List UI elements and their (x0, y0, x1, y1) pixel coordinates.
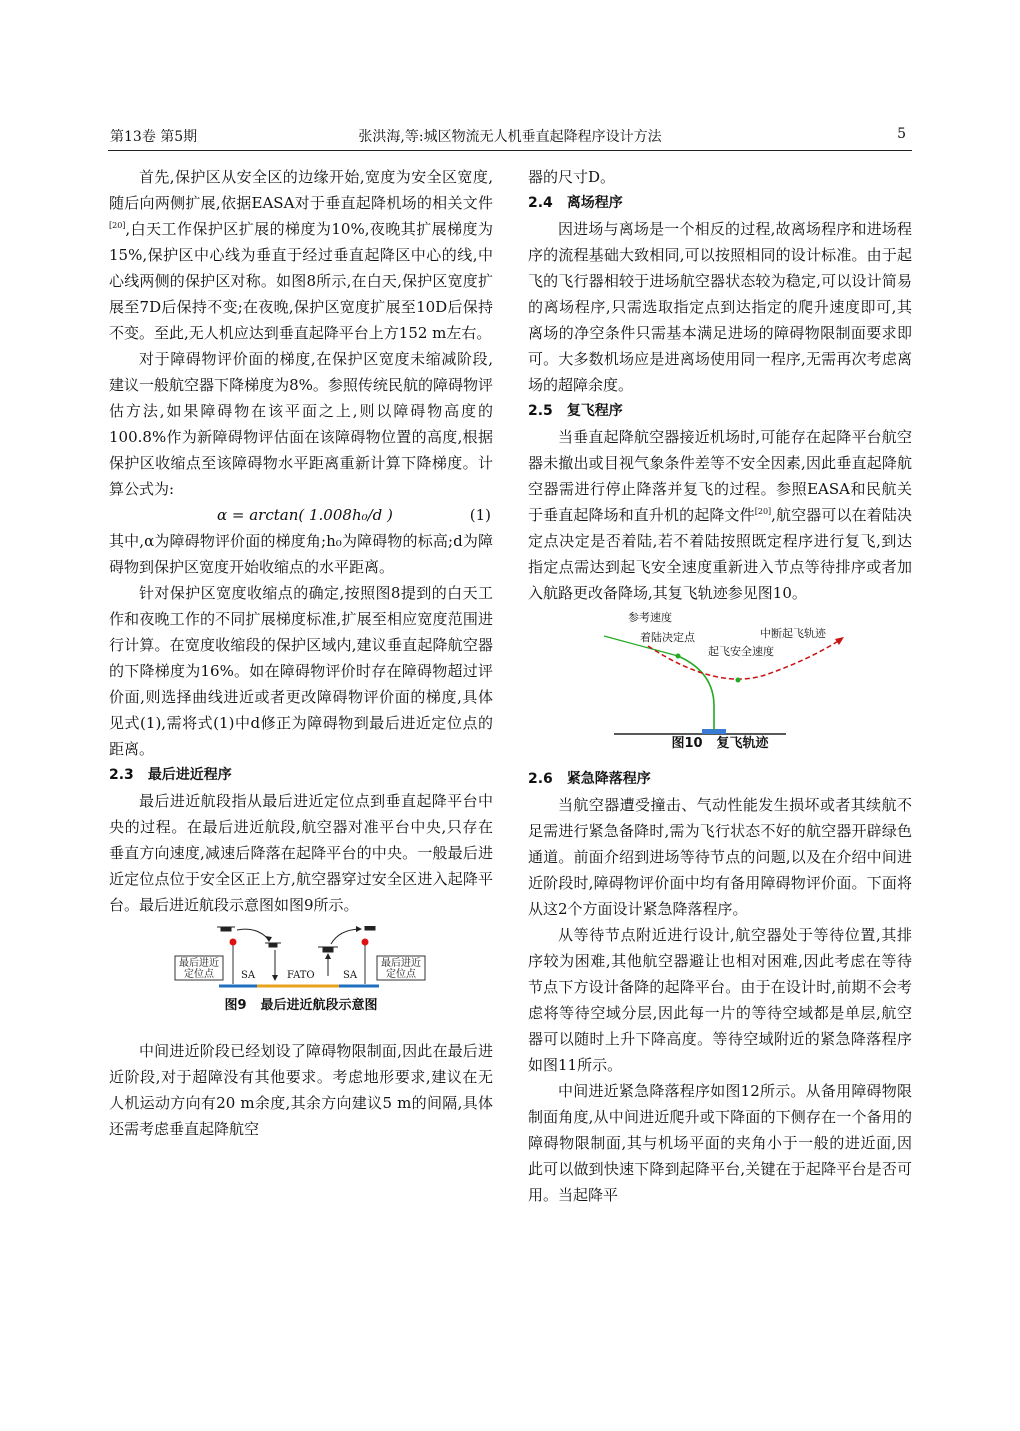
paragraph: 器的尺寸D。 (528, 168, 616, 186)
right-column (528, 164, 912, 1208)
fix-marker-left (230, 939, 237, 946)
paragraph: 从等待节点附近进行设计,航空器处于等待位置,其排序较为困难,其他航空器避让也相对困难,因此考虑在等待节点下方设计备降的起降平台。由于在设计时,前期不会考虑将等待空域分层,因此每一片的等待空域都是单层,航空器可以随时上升下降高度。等待空域附近的紧急降落程序如图11所示。 (528, 926, 912, 1074)
paragraph: 当垂直起降航空器接近机场时,可能存在起降平台航空器未撤出或目视气象条件差等不安全因素,因此垂直起降航空器需进行停止降落并复飞的过程。参照EASA和民航关于垂直起降场和直升机的起降文件[20],航空器可以在着陆决定点决定是否着陆,若不着陆按照既定程序进行复飞,到达指定点需达到起飞安全速度重新进入节点等待排序或者加入航路更改备降场,其复飞轨迹参见图10。 (528, 428, 912, 602)
paragraph: 对于障碍物评价面的梯度,在保护区宽度未缩减阶段,建议一般航空器下降梯度为8%。参照传统民航的障碍物评估方法,如果障碍物在该平面之上,则以障碍物高度的100.8%作为新障碍物评估面在该障碍物位置的高度,根据保护区收缩点至该障碍物水平距离重新计算下降梯度。计算公式为: (109, 350, 493, 498)
figure-10 (528, 606, 912, 762)
safe-speed-marker (736, 678, 741, 683)
takeoff-safety-speed-label: 起飞安全速度 (708, 645, 774, 658)
fato-label: FATO (287, 970, 315, 981)
paragraph: 中间进近阶段已经划设了障碍物限制面,因此在最后进近阶段,对于超障没有其他要求。考虑地形要求,建议在无人机运动方向有20 m余度,其余方向建议5 m的间隔,具体还需考虑垂直起降航空 (109, 1042, 493, 1138)
drone-icon (265, 943, 281, 947)
fix-marker-right (362, 939, 369, 946)
drone-icon (318, 947, 338, 952)
journal-volume: 第13卷 第5期 (110, 129, 198, 145)
running-header (108, 122, 912, 151)
drone-icon (217, 927, 235, 931)
figure-caption: 图9 最后进近航段示意图 (224, 998, 378, 1013)
page-number: 5 (897, 126, 906, 142)
article-title: 张洪海,等:城区物流无人机垂直起降程序设计方法 (358, 129, 662, 145)
paragraph: 因进场与离场是一个相反的过程,故离场程序和进场程序的流程基础大致相同,可以按照相同的设计标准。由于起飞的飞行器相较于进场航空器状态较为稳定,可以设计简易的离场程序,只需选取指定点到达指定的爬升速度即可,其离场的净空条件只需基本满足进场的障碍物限制面要求即可。大多数机场应是进离场使用同一程序,无需再次考虑离场的超障余度。 (528, 220, 912, 394)
section-heading: 2.6 紧急降落程序 (528, 771, 651, 787)
go-around-trajectory-diagram (528, 616, 912, 746)
figure-caption: 图10 复飞轨迹 (671, 736, 769, 751)
figure-9 (109, 918, 493, 1022)
paragraph: 针对保护区宽度收缩点的确定,按照图8提到的白天工作和夜晚工作的不同扩展梯度标准,扩展至相应宽度范围进行计算。在宽度收缩段的保护区域内,建议垂直起降航空器的下降梯度为16%。如在障碍物评价时存在障碍物超过评价面,则选择曲线进近或者更改障碍物评价面的梯度,具体见式(1),需将式(1)中d修正为障碍物到最后进近定位点的距离。 (109, 584, 493, 758)
citation[interactable]: [20] (109, 221, 126, 230)
left-column (109, 164, 493, 1142)
sa-label: SA (241, 970, 256, 981)
reference-speed-label: 参考速度 (628, 611, 672, 624)
paragraph: 中间进近紧急降落程序如图12所示。从备用障碍物限制面角度,从中间进近爬升或下降面的下侧存在一个备用的障碍物限制面,其与机场平面的夹角小于一般的进近面,因此可以做到快速下降到起降平台,关键在于起降平台是否可用。当起降平 (528, 1082, 912, 1204)
final-approach-diagram (109, 926, 493, 1002)
section-heading: 2.3 最后进近程序 (109, 767, 232, 783)
drone-icon (360, 926, 380, 930)
sa-label: SA (343, 970, 358, 981)
rejected-takeoff-path-label: 中断起飞轨迹 (760, 627, 826, 640)
landing-decision-point-label: 着陆决定点 (640, 631, 695, 644)
landing-decision-point-marker (676, 654, 681, 659)
citation[interactable]: [20] (754, 507, 772, 516)
paragraph: 最后进近航段指从最后进近定位点到垂直起降平台中央的过程。在最后进近航段,航空器对准平台中央,只存在垂直方向速度,减速后降落在起降平台的中央。一般最后进近定位点位于安全区正上方,航空器穿过安全区进入起降平台。最后进近航段示意图如图9所示。 (109, 792, 493, 914)
paragraph: 首先,保护区从安全区的边缘开始,宽度为安全区宽度,随后向两侧扩展,依据EASA对于垂直起降机场的相关文件[20],白天工作保护区扩展的梯度为10%,夜晚其扩展梯度为15%,保护区中心线为垂直于经过垂直起降区中心的线,中心线两侧的保护区对称。如图8所示,在白天,保护区宽度扩展至7D后保持不变;在夜晚,保护区宽度扩展至10D后保持不变。至此,无人机应达到垂直起降平台上方152 m左右。 (109, 168, 493, 342)
paragraph: 其中,α为障碍物评价面的梯度角;h₀为障碍物的标高;d为障碍物到保护区宽度开始收缩点的水平距离。 (109, 532, 493, 576)
section-heading: 2.4 离场程序 (528, 195, 623, 211)
fix-label-left: 最后进近定位点 (179, 958, 219, 980)
fix-label-right: 最后进近定位点 (381, 958, 421, 980)
section-heading: 2.5 复飞程序 (528, 403, 623, 419)
equation-1 (109, 502, 493, 528)
equation-body: α = arctan( 1.008h₀/d ) (217, 506, 393, 524)
paragraph: 当航空器遭受撞击、气动性能发生损坏或者其续航不足需进行紧急备降时,需为飞行状态不好的航空器开辟绿色通道。前面介绍到进场等待节点的问题,以及在介绍中间进近阶段时,障碍物评价面中均有备用障碍物评价面。下面将从这2个方面设计紧急降落程序。 (528, 796, 912, 918)
equation-number: (1) (469, 506, 491, 524)
